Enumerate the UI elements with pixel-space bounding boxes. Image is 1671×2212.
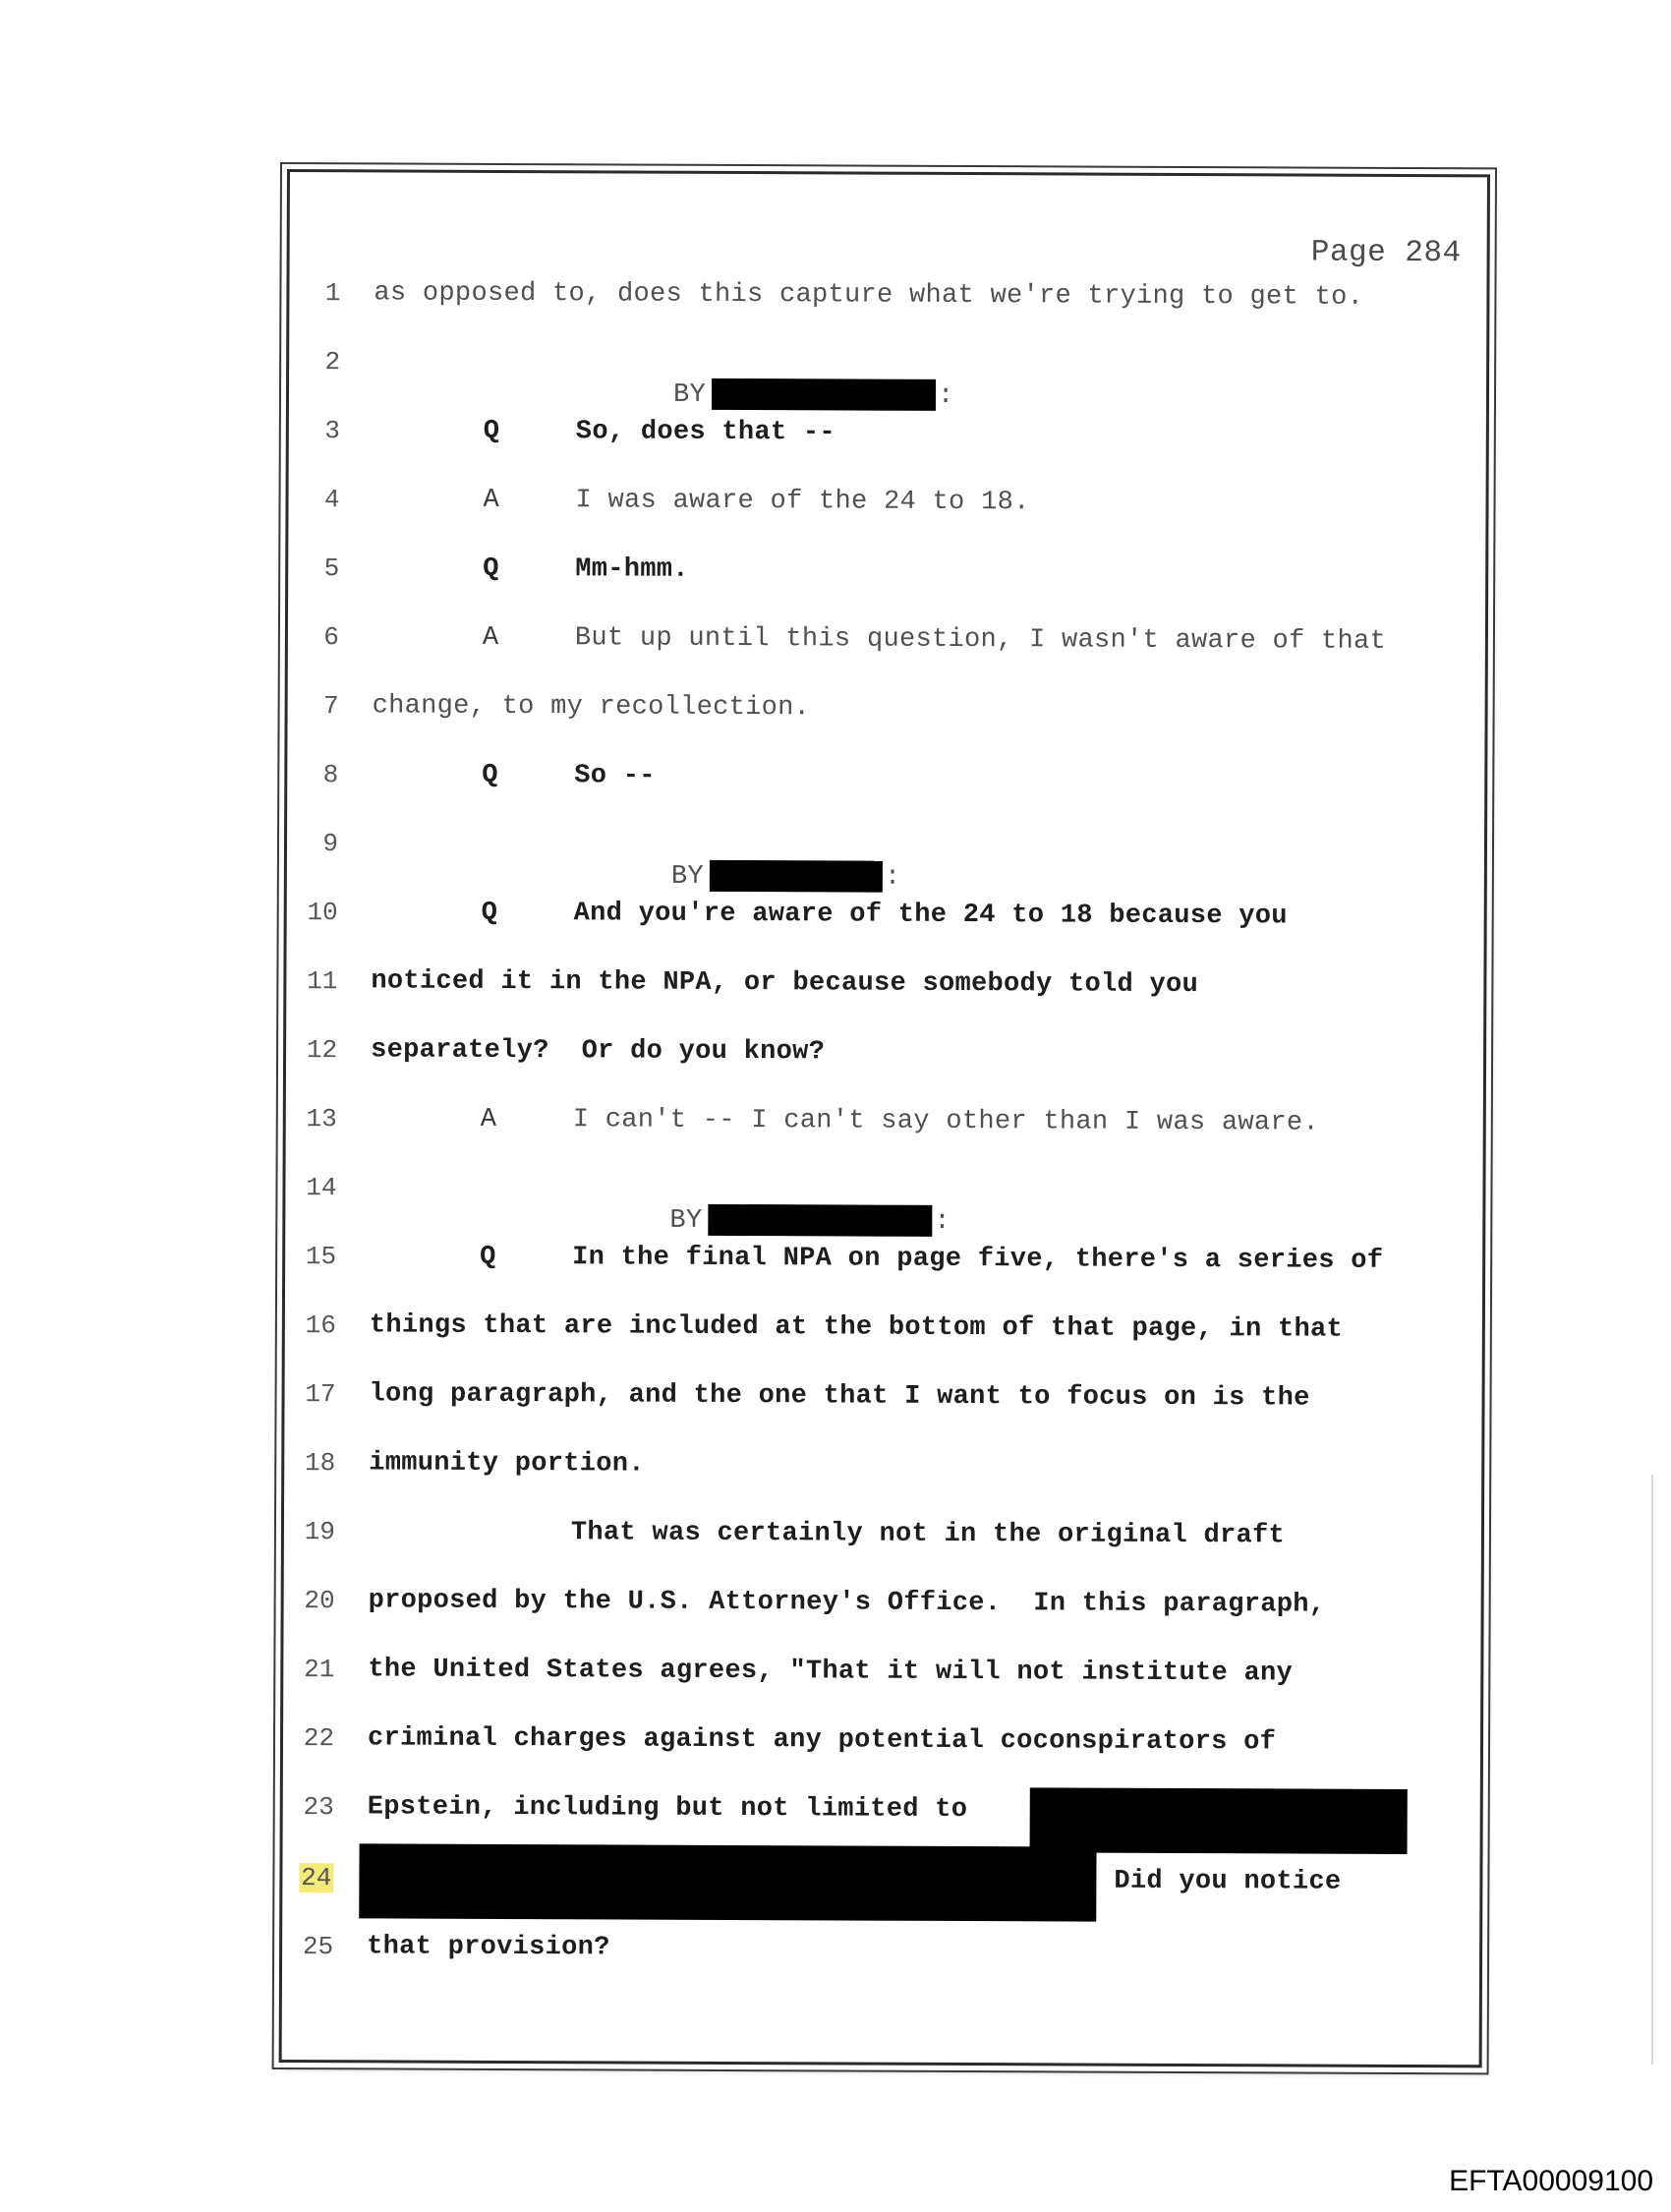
line-text: Mm-hmm. [575,554,689,585]
transcript-line [283,1578,1480,1652]
line-number: 21 [304,1655,335,1685]
line-text: Epstein, including but not limited to [367,1792,968,1826]
by-label: BY [670,861,704,892]
line-text: So, does that -- [575,417,836,448]
line-number: 3 [324,416,340,446]
transcript-line [288,477,1485,551]
speaker-q: Q [482,760,498,790]
transcript-line [289,408,1486,482]
line-text: long paragraph, and the one that I want to focus on is the [369,1379,1310,1414]
transcript-line [286,1096,1483,1170]
by-label: BY [669,1205,703,1236]
colon: : [937,381,954,412]
transcript-line [288,546,1485,619]
transcript-line [282,1924,1479,1998]
transcript-line [285,1165,1482,1239]
line-number: 22 [303,1723,335,1754]
line-number: 5 [323,553,340,584]
line-text: things that are included at the bottom of that page, in that [369,1310,1344,1345]
line-text: criminal charges against any potential coconspirators of [367,1723,1277,1758]
line-number: 1 [324,278,341,309]
by-label: BY [672,379,707,410]
scan-edge [1651,1475,1653,2065]
transcript-line [283,1716,1480,1789]
line-text: noticed it in the NPA, or because somebody told you [371,966,1199,1001]
line-text: change, to my recollection. [372,691,811,724]
line-text: separately? Or do you know? [371,1035,826,1068]
line-number: 20 [304,1586,335,1616]
line-number: 16 [305,1310,336,1341]
line-text: I can't -- I can't say other than I was aware. [572,1105,1319,1138]
transcript-page [279,169,1490,2067]
transcript-line [287,683,1484,757]
line-number: 7 [322,691,339,722]
speaker-a: A [480,1104,497,1135]
redaction-block [1030,1787,1408,1854]
line-text: But up until this question, I wasn't aware of that [574,623,1387,657]
line-number: 8 [322,760,339,790]
transcript-line [287,752,1484,826]
line-number: 4 [323,485,340,515]
line-number: 17 [305,1379,336,1410]
transcript-line [285,1303,1482,1376]
line-number-highlighted: 24 [301,1863,332,1893]
line-number: 25 [302,1932,334,1962]
speaker-a: A [483,485,499,515]
line-text: that provision? [367,1932,610,1963]
transcript-line [283,1647,1480,1720]
line-text: In the final NPA on page five, there's a series of [572,1243,1384,1276]
transcript-line [286,959,1483,1032]
redaction-bar [710,860,883,893]
line-number: 10 [307,898,338,928]
line-number: 12 [306,1035,338,1066]
line-text: And you're aware of the 24 to 18 because you [573,899,1288,932]
line-number: 18 [304,1448,336,1479]
line-number: 6 [323,622,339,653]
page-number: Page 284 [1310,235,1462,271]
line-text: proposed by the U.S. Attorney's Office. In this paragraph, [368,1586,1326,1620]
speaker-q: Q [483,416,500,446]
speaker-q: Q [481,898,497,928]
redaction-bar [708,1204,932,1237]
line-text: the United States agrees, "That it will not institute any [368,1655,1294,1689]
document-id: EFTA00009100 [1449,2165,1653,2197]
speaker-q: Q [483,553,499,584]
line-number: 19 [304,1517,336,1547]
line-number: 23 [303,1792,334,1823]
line-text: I was aware of the 24 to 18. [575,486,1030,518]
transcript-line [284,1371,1481,1445]
line-number: 14 [306,1173,337,1203]
transcript-line [289,339,1486,413]
line-number: 9 [322,829,339,859]
line-number: 2 [324,347,341,378]
line-text: Did you notice [1114,1866,1342,1897]
line-text: as opposed to, does this capture what we're trying to get to. [374,278,1364,313]
line-text: So -- [574,761,656,791]
line-text: That was certainly not in the original draft [570,1518,1286,1551]
transcript-line [284,1440,1481,1514]
redaction-bar [712,378,936,411]
transcript-line [284,1509,1481,1583]
transcript-line [287,821,1484,895]
line-text: immunity portion. [369,1448,645,1480]
line-number: 11 [307,966,338,997]
transcript-line [286,1027,1483,1101]
speaker-q: Q [480,1242,496,1272]
transcript-line [289,270,1486,344]
transcript-line [285,1234,1482,1308]
speaker-a: A [482,622,499,653]
colon: : [934,1207,951,1238]
colon: : [884,862,901,893]
line-number: 13 [306,1104,337,1135]
transcript-line [288,614,1485,688]
line-number: 15 [305,1242,337,1272]
transcript-line [282,1855,1479,1929]
transcript-line [286,890,1483,963]
